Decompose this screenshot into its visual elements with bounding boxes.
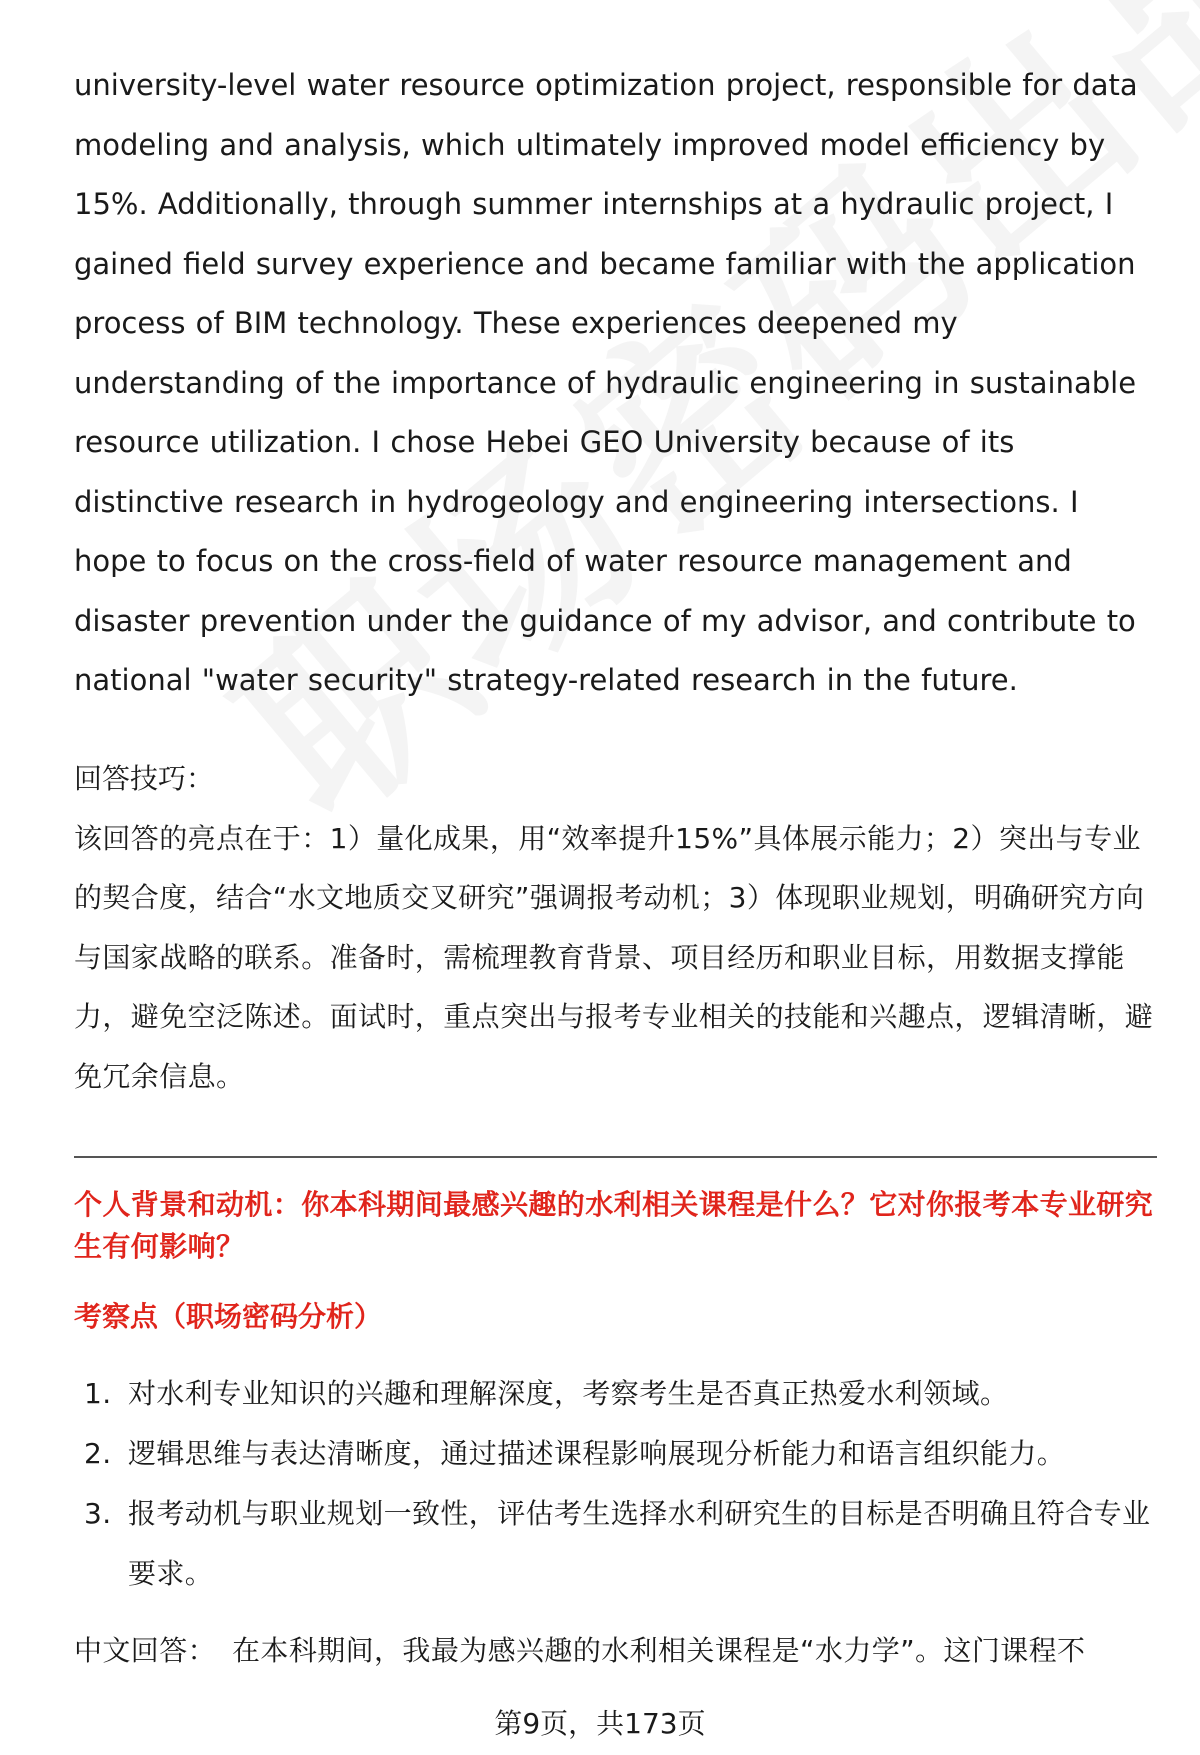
list-item-text: 逻辑思维与表达清晰度，通过描述课程影响展现分析能力和语言组织能力。	[128, 1437, 1066, 1470]
english-answer-paragraph: university-level water resource optimization project, responsible for data modeling and analysis, which ultimately improved model efficiency by 15%. Additionally, through summer internships at a hydraulic project, I gained field survey experience and became familiar with the application process of BIM technology. These experiences deepened my understanding of the importance of hydraulic engineering in sustainable resource utilization. I chose Hebei GEO University because of its distinctive research in hydrogeology and engineering intersections. I hope to focus on the cross-field of water resource management and disaster prevention under the guidance of my advisor, and contribute to national "water security" strategy-related research in the future.	[74, 68, 1138, 697]
chinese-answer-label: 中文回答：	[74, 1634, 217, 1667]
tips-text: 该回答的亮点在于：1）量化成果，用“效率提升15%”具体展示能力；2）突出与专业的契合度，结合“水文地质交叉研究”强调报考动机；3）体现职业规划，明确研究方向与国家战略的联系。准备时，需梳理教育背景、项目经历和职业目标，用数据支撑能力，避免空泛陈述。面试时，重点突出与报考专业相关的技能和兴趣点，逻辑清晰，避免冗余信息。	[74, 821, 1154, 1093]
list-item-number: 3.	[84, 1497, 112, 1530]
tips-label: 回答技巧：	[74, 761, 215, 795]
assessment-list	[74, 1364, 1154, 1604]
list-item-text: 报考动机与职业规划一致性，评估考生选择水利研究生的目标是否明确且符合专业要求。	[128, 1497, 1151, 1590]
list-item	[74, 1484, 1154, 1604]
chinese-answer	[74, 1626, 1154, 1676]
list-item-number: 2.	[84, 1437, 112, 1470]
page-number-footer: 第9页，共173页	[494, 1707, 706, 1740]
list-item-text: 对水利专业知识的兴趣和理解深度，考察考生是否真正热爱水利领域。	[128, 1377, 1009, 1410]
assessment-label: 考察点（职场密码分析）	[74, 1300, 383, 1333]
list-item-number: 1.	[84, 1377, 112, 1410]
list-item	[74, 1424, 1154, 1484]
section-divider	[74, 1156, 1157, 1158]
list-item	[74, 1364, 1154, 1424]
question-heading: 个人背景和动机：你本科期间最感兴趣的水利相关课程是什么？它对你报考本专业研究生有何影响？	[74, 1188, 1154, 1263]
document-page	[74, 56, 1154, 1676]
chinese-answer-text: 在本科期间，我最为感兴趣的水利相关课程是“水力学”。这门课程不	[232, 1634, 1086, 1667]
